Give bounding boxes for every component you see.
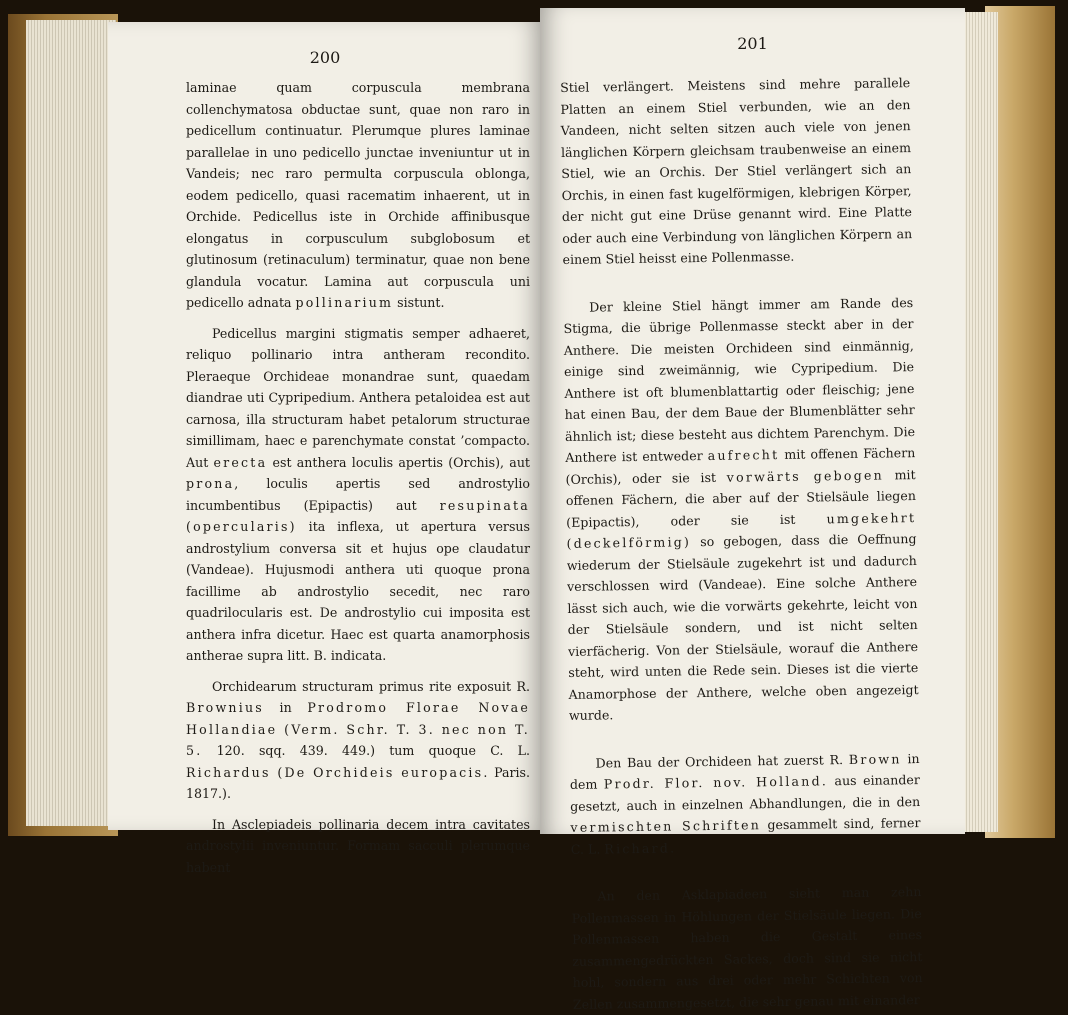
text-run: In Asclepiadeis pollinaria decem intra cavitates androstylii inveniuntur. Formam sacculi plerumque habent [186,816,530,875]
text-run: est anthera loculis apertis (Orchis), aut [267,454,530,470]
spaced-emphasis: vorwärts gebogen [726,467,884,485]
text-run: in [263,700,308,715]
spaced-emphasis: Richardus (De Orchideis europacis. [186,764,490,780]
page-text [186,77,530,878]
text-run: Den Bau der Orchideen hat zuerst R. [595,751,849,771]
text-run: An den Asklapiadeen sieht man zehn Pollenmassen in Höhlungen der Stielsäule liegen. Die Pollenmassen haben die Gestalt eines zusammengedrückten Sackes, doch sind sie nicht hohl, sondern aus drei oder mehr Schichten von Zellen zusammengesetzt, die sehr genau mit einander [571,884,923,1012]
paragraph [186,77,530,314]
text-run: Paris. 1817.). [186,764,530,801]
spaced-emphasis: prona [186,476,235,491]
page-edges-left [26,20,116,826]
text-run: , loculis apertis sed androstylio incumbentibus (Epipactis) aut [186,476,530,513]
text-run: laminae quam corpuscula membrana collenchymatosa obductae sunt, quae non raro in pedicellum continuatur. Plerumque plures laminae parallelae in uno pedicello junctae inveniuntur ut in Vandeis; nec raro permulta corpuscula oblonga, eodem pedicello, quasi racematim inhaerent, ut in Orchide. Pedicellus iste in Orchide affinibusque elongatus in corpusculum subglobosum et glutinosum (retinaculum) terminatur, quae non bene glandula vocatur. Lamina aut corpuscula uni pedicello adnata [186,80,530,310]
paragraph [571,881,923,1015]
spaced-emphasis: Prodromo Florae Novae Hollandiae (Verm. Schr. T. 3. nec non T. 5. [186,700,530,758]
spaced-emphasis: Prodr. Flor. nov. Holland. [603,773,829,792]
text-run: ita inflexa, ut apertura versus androstylium conversa sit et hujus ope claudatur (Vandeae). Hujusmodi anthera uti quoque prona facillime ab androstylio secedit, nec raro quadrilocularis est. De androstylio cui imposita est anthera infra dicetur. Haec est quarta anamorphosis antherae supra litt. B. indicata. [186,519,530,663]
text-run: Orchidearum structuram primus rite exposuit R. [212,678,530,694]
paragraph [186,323,530,667]
paragraph [569,748,920,860]
paragraph [186,676,530,805]
left-page [108,22,542,875]
text-run: in dem [569,750,920,792]
text-run: mit offenen Fächern (Orchis), oder sie ist [565,445,916,487]
page-number: 200 [309,48,341,67]
text-run: Stiel verlängert. Meistens sind mehre parallele Platten an einem Stiel verbunden, wie an den Vandeen, nicht selten sitzen auch viele von jenen länglichen Körpern gleichsam traubenweise an einem Stiel, wie an Orchis. Der Stiel verlängert sich an Orchis, in einen fast kugelförmigen, klebrigen Körper, der nicht gut eine Drüse genannt wird. Eine Platte oder auch eine Verbindung von länglichen Körpern an einem Stiel heisst eine Pollenmasse. [560,75,913,267]
spaced-emphasis: erecta [213,454,268,470]
paragraph [560,72,913,270]
spaced-emphasis: aufrecht [707,446,780,463]
spaced-emphasis: resupinata (opercularis) [186,497,530,534]
page-number: 201 [737,34,768,53]
spaced-emphasis: Brownius [186,700,264,715]
text-run: so gebogen, dass die Oeffnung wiederum der Stielsäule zugekehrt ist und dadurch verschlossen wird (Vandeae). Eine solche Anthere lässt sich auch, wie die vorwärts gekehrte, leicht von der Stielsäule sondern, und ist nicht selten vierfächerig. Von der Stielsäule, worauf die Anthere steht, wird unten die Rede sein. Dieses ist die vierte Anamorphose der Anthere, welche oben angezeigt wurde. [566,531,919,723]
text-run: sistunt. [393,295,445,310]
right-page [540,8,965,1012]
text-run: mit offenen Fächern, die aber auf der Stielsäule liegen (Epipactis), oder sie ist [565,466,916,530]
spaced-emphasis: pollinarium [295,295,394,310]
spaced-emphasis: umgekehrt (deckelförmig) [566,509,917,551]
text-run: 120. sqq. 439. 449.) tum quoque C. L. [202,743,530,758]
text-run: gesammelt sind, ferner C. L. [570,815,921,857]
text-run: . [669,839,675,856]
text-run: Pedicellus margini stigmatis semper adhaeret, reliquo pollinario intra antheram recondito. Pleraeque Orchideae monandrae sunt, quaedam diandrae uti Cypripedium. Anthera petaloidea est aut carnosa, illa structuram habet petalorum structurae simillimam, haec e parenchymate constat ’compacto. Aut [186,325,530,470]
spaced-emphasis: vermischten Schriften [570,817,762,835]
page-text [560,72,923,1015]
spaced-emphasis: Brown [848,750,902,767]
text-run: Der kleine Stiel hängt immer am Rande des Stigma, die übrige Pollenmasse steckt aber in der Anthere. Die meisten Orchideen sind einmännig, einige sind zweimännig, wie Cypripedium. Die Anthere ist oft blumenblattartig oder fleischig; jene hat einen Bau, der dem Baue der Blumenblätter sehr ähnlich ist; diese besteht aus dichtem Parenchym. Die Anthere ist entweder [563,294,916,465]
paragraph [563,292,919,727]
spaced-emphasis: Richard [604,840,671,856]
text-run: aus einander gesetzt, auch in einzelnen Abhandlungen, die in den [570,772,921,814]
